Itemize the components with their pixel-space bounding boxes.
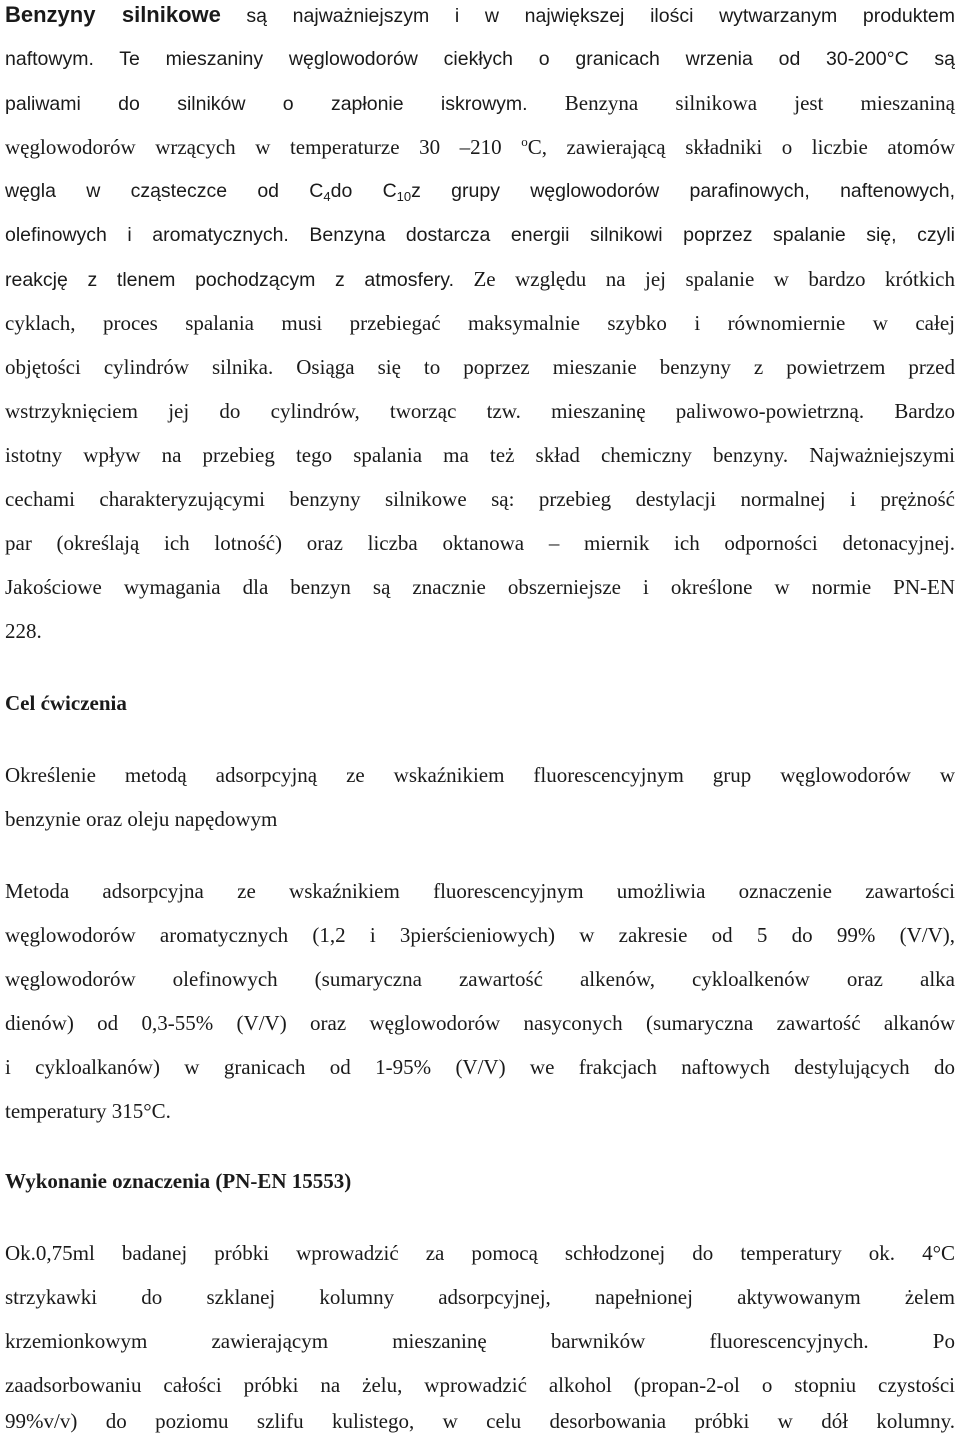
intro-line-5: [5, 176, 955, 206]
wykonanie-line-3: krzemionkowym zawierającym mieszaninę barwników fluorescencyjnych. Po: [5, 1329, 955, 1353]
intro-line-1-rest: są najważniejszym i w największej ilości wytwarzanym produktem: [246, 5, 955, 27]
intro-line-13: par (określają ich lotność) oraz liczba oktanowa – miernik ich odporności detonacyjnej.: [5, 531, 955, 555]
wykonanie-line-4: zaadsorbowaniu całości próbki na żelu, wprowadzić alkohol (propan-2-ol o stopniu czystości: [5, 1373, 955, 1397]
wykonanie-line-2: strzykawki do szklanej kolumny adsorpcyjnej, napełnionej aktywowanym żelem: [5, 1285, 955, 1309]
cel-line-1: Określenie metodą adsorpcyjną ze wskaźnikiem fluorescencyjnym grup węglowodorów w: [5, 763, 955, 787]
metoda-line-4: dienów) od 0,3-55% (V/V) oraz węglowodorów nasyconych (sumaryczna zawartość alkanów: [5, 1011, 955, 1035]
metoda-line-3: węglowodorów olefinowych (sumaryczna zawartość alkenów, cykloalkenów oraz alka: [5, 967, 955, 991]
intro-line-6b: Benzyna dostarcza energii silnikowi poprzez spalanie się, czyli: [309, 224, 956, 246]
intro-lead-bold: Benzyny silnikowe: [5, 2, 221, 27]
intro-line-15: 228.: [5, 619, 42, 643]
carbon-subscript-10: 10: [396, 189, 412, 204]
intro-line-5a: węgla w cząsteczce od C: [5, 180, 324, 202]
intro-line-7a: reakcję z tlenem pochodzącym z atmosfery.: [5, 269, 454, 291]
intro-line-8: cyklach, proces spalania musi przebiegać maksymalnie szybko i równomiernie w całej: [5, 311, 955, 335]
intro-line-3: [5, 88, 955, 118]
intro-line-1: [5, 0, 955, 30]
intro-line-12: cechami charakteryzującymi benzyny silnikowe są: przebieg destylacji normalnej i prężność: [5, 487, 955, 511]
intro-line-9b: Osiąga się to poprzez mieszanie benzyny z powietrzem przed: [296, 355, 955, 379]
wykonanie-line-5: 99%v/v) do poziomu szlifu kulistego, w celu desorbowania próbki w dół kolumny.: [5, 1409, 955, 1433]
intro-line-4: [5, 132, 955, 162]
metoda-line-6: temperatury 315°C.: [5, 1099, 171, 1123]
intro-line-6: [5, 220, 955, 250]
intro-line-2: naftowym. Te mieszaniny węglowodorów ciekłych o granicach wrzenia od 30-200°C są: [5, 48, 955, 70]
wykonanie-heading: Wykonanie oznaczenia (PN-EN 15553): [5, 1169, 352, 1193]
intro-line-9a: objętości cylindrów silnika.: [5, 355, 274, 379]
metoda-line-5: i cykloalkanów) w granicach od 1-95% (V/V) we frakcjach naftowych destylujących do: [5, 1055, 955, 1079]
wykonanie-line-1: Ok.0,75ml badanej próbki wprowadzić za pomocą schłodzonej do temperatury ok. 4°C: [5, 1241, 955, 1265]
intro-line-5c: z grupy węglowodorów parafinowych, naftenowych,: [411, 180, 955, 202]
metoda-line-1: Metoda adsorpcyjna ze wskaźnikiem fluorescencyjnym umożliwia oznaczenie zawartości: [5, 879, 955, 903]
intro-line-7b: Ze względu na jej spalanie w bardzo krótkich: [473, 267, 956, 291]
intro-line-5b: do C: [330, 180, 397, 202]
cel-line-2: benzynie oraz oleju napędowym: [5, 807, 278, 831]
intro-line-10: wstrzyknięciem jej do cylindrów, tworząc tzw. mieszaninę paliwowo-powietrzną. Bardzo: [5, 399, 955, 423]
intro-line-11: istotny wpływ na przebieg tego spalania ma też skład chemiczny benzyny. Najważniejszymi: [5, 443, 955, 467]
metoda-line-2: węglowodorów aromatycznych (1,2 i 3pierścieniowych) w zakresie od 5 do 99% (V/V),: [5, 923, 955, 947]
intro-line-6a: olefinowych i aromatycznych.: [5, 224, 289, 246]
cel-heading: Cel ćwiczenia: [5, 691, 127, 715]
carbon-subscript-4: 4: [323, 189, 331, 204]
intro-line-9: [5, 352, 955, 382]
intro-line-3b: Benzyna silnikowa jest mieszaniną: [564, 91, 956, 115]
degree-superscript: o: [521, 134, 528, 149]
intro-line-3a: paliwami do silników o zapłonie iskrowym.: [5, 93, 528, 115]
intro-line-7: [5, 264, 955, 294]
intro-line-4a: węglowodorów wrzących w temperaturze 30 –210: [5, 135, 502, 159]
intro-line-4b: C, zawierającą składniki o liczbie atomów: [527, 135, 955, 159]
intro-line-14: Jakościowe wymagania dla benzyn są znacznie obszerniejsze i określone w normie PN-EN: [5, 575, 955, 599]
